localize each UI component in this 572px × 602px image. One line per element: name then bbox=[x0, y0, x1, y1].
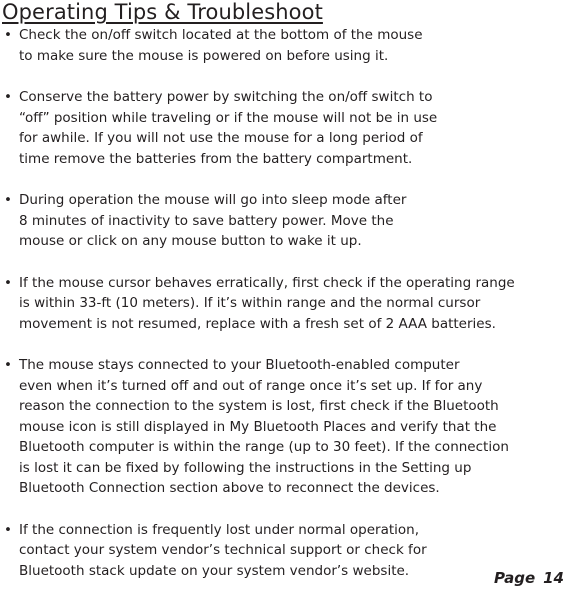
tip-line: mouse icon is still displayed in My Bluetooth Places and verify that the bbox=[19, 418, 497, 435]
bullet-icon: • bbox=[4, 521, 12, 538]
tip-item bbox=[0, 520, 572, 582]
tip-line: During operation the mouse will go into sleep mode after bbox=[19, 192, 407, 208]
tip-item bbox=[0, 87, 572, 169]
bullet-icon: • bbox=[4, 89, 12, 105]
tips-list bbox=[0, 25, 572, 602]
bullet-icon: • bbox=[4, 357, 12, 373]
tip-line: reason the connection to the system is lost, first check if the Bluetooth bbox=[19, 398, 499, 414]
tip-line: If the connection is frequently lost under normal operation, bbox=[19, 521, 420, 538]
tip-line: mouse or click on any mouse button to wake it up. bbox=[19, 233, 362, 249]
tip-line: Check the on/off switch located at the bottom of the mouse bbox=[19, 27, 423, 43]
tip-item bbox=[0, 355, 572, 499]
tip-line: time remove the batteries from the battery compartment. bbox=[19, 150, 413, 167]
tip-item bbox=[0, 190, 572, 252]
tip-line: Bluetooth stack update on your system vendor’s website. bbox=[19, 562, 410, 579]
bullet-icon: • bbox=[4, 192, 12, 208]
tip-line: Bluetooth Connection section above to reconnect the devices. bbox=[19, 480, 440, 496]
tip-item bbox=[0, 273, 572, 335]
bullet-icon: • bbox=[4, 274, 12, 291]
tip-line: is within 33-ft (10 meters). If it’s within range and the normal cursor bbox=[19, 295, 481, 311]
tip-line: is lost it can be fixed by following the instructions in the Setting up bbox=[19, 459, 472, 476]
tip-line: contact your system vendor’s technical support or check for bbox=[19, 542, 427, 558]
tip-line: even when it’s turned off and out of range once it’s set up. If for any bbox=[19, 377, 483, 394]
bullet-icon: • bbox=[4, 27, 12, 43]
tip-line: for awhile. If you will not use the mouse for a long period of bbox=[19, 130, 423, 146]
tip-line: “off” position while traveling or if the mouse will not be in use bbox=[19, 109, 438, 126]
tip-line: to make sure the mouse is powered on before using it. bbox=[19, 47, 389, 64]
page-number: 14 bbox=[543, 569, 564, 587]
tip-line: movement is not resumed, replace with a fresh set of 2 AAA batteries. bbox=[19, 315, 496, 332]
tip-line: Conserve the battery power by switching the on/off switch to bbox=[19, 89, 433, 105]
tip-line: Bluetooth computer is within the range (up to 30 feet). If the connection bbox=[19, 439, 509, 455]
page-label: Page bbox=[494, 569, 536, 587]
tip-line: If the mouse cursor behaves erratically, first check if the operating range bbox=[19, 274, 515, 291]
tip-line: The mouse stays connected to your Bluetooth-enabled computer bbox=[19, 357, 460, 373]
tip-item bbox=[0, 25, 572, 66]
tip-line: 8 minutes of inactivity to save battery power. Move the bbox=[19, 212, 394, 229]
page-number-footer bbox=[494, 568, 564, 588]
page-title: Operating Tips & Troubleshoot bbox=[2, 0, 323, 24]
